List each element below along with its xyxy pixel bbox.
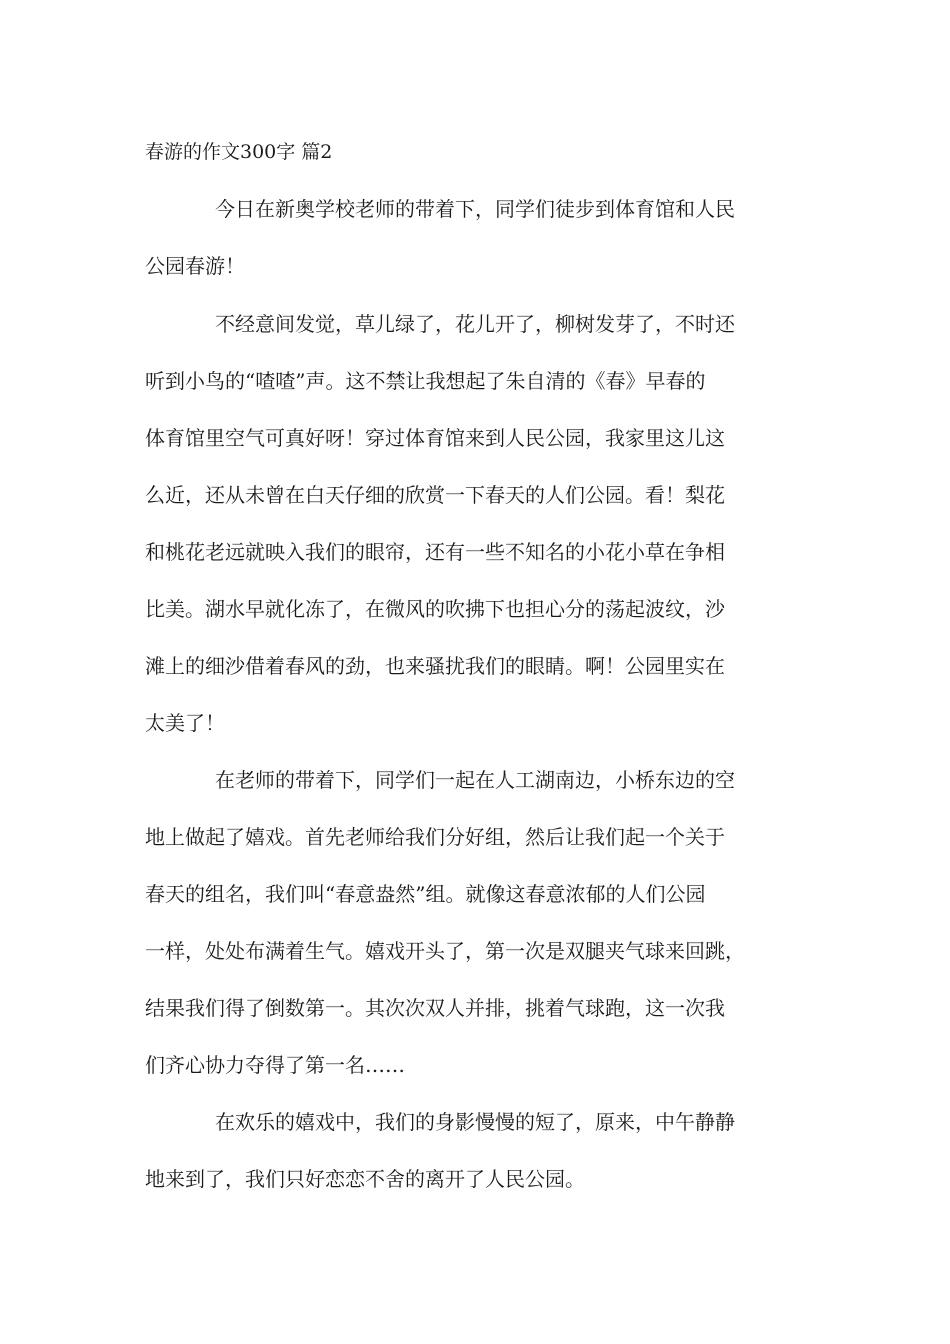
text-line: 太美了！ (145, 711, 225, 735)
text-line: 今日在新奥学校老师的带着下，同学们徒步到体育馆和人民 (215, 197, 735, 221)
text-line: 在老师的带着下，同学们一起在人工湖南边，小桥东边的空 (215, 768, 735, 792)
text-line: 们齐心协力夺得了第一名…… (145, 1053, 405, 1077)
text-line: 一样，处处布满着生气。嬉戏开头了，第一次是双腿夹气球来回跳， (145, 939, 745, 963)
paragraph-3 (145, 752, 805, 1094)
text-line: 地上做起了嬉戏。首先老师给我们分好组，然后让我们起一个关于 (145, 825, 725, 849)
text-line: 不经意间发觉，草儿绿了，花儿开了，柳树发芽了，不时还 (215, 312, 735, 336)
text-line: 地来到了，我们只好恋恋不舍的离开了人民公园。 (145, 1167, 585, 1191)
essay-title: 春游的作文300字 篇2 (145, 141, 333, 163)
text-line: 春天的组名，我们叫“春意盎然”组。就像这春意浓郁的人们公园 (145, 882, 706, 906)
text-line: 么近，还从未曾在白天仔细的欣赏一下春天的人们公园。看！梨花 (145, 483, 725, 507)
paragraph-2 (145, 296, 805, 752)
text-line: 和桃花老远就映入我们的眼帘，还有一些不知名的小花小草在争相 (145, 540, 725, 564)
text-line: 听到小鸟的“喳喳”声。这不禁让我想起了朱自清的《春》早春的 (145, 369, 706, 393)
paragraph-4 (145, 1094, 805, 1208)
text-line: 在欢乐的嬉戏中，我们的身影慢慢的短了，原来，中午静静 (215, 1110, 735, 1134)
text-line: 公园春游！ (145, 254, 245, 278)
paragraph-1 (145, 181, 805, 295)
text-line: 结果我们得了倒数第一。其次次双人并排，挑着气球跑，这一次我 (145, 996, 725, 1020)
text-line: 体育馆里空气可真好呀！穿过体育馆来到人民公园，我家里这儿这 (145, 426, 725, 450)
text-line: 比美。湖水早就化冻了，在微风的吹拂下也担心分的荡起波纹，沙 (145, 597, 725, 621)
text-line: 滩上的细沙借着春风的劲，也来骚扰我们的眼睛。啊！公园里实在 (145, 654, 725, 678)
